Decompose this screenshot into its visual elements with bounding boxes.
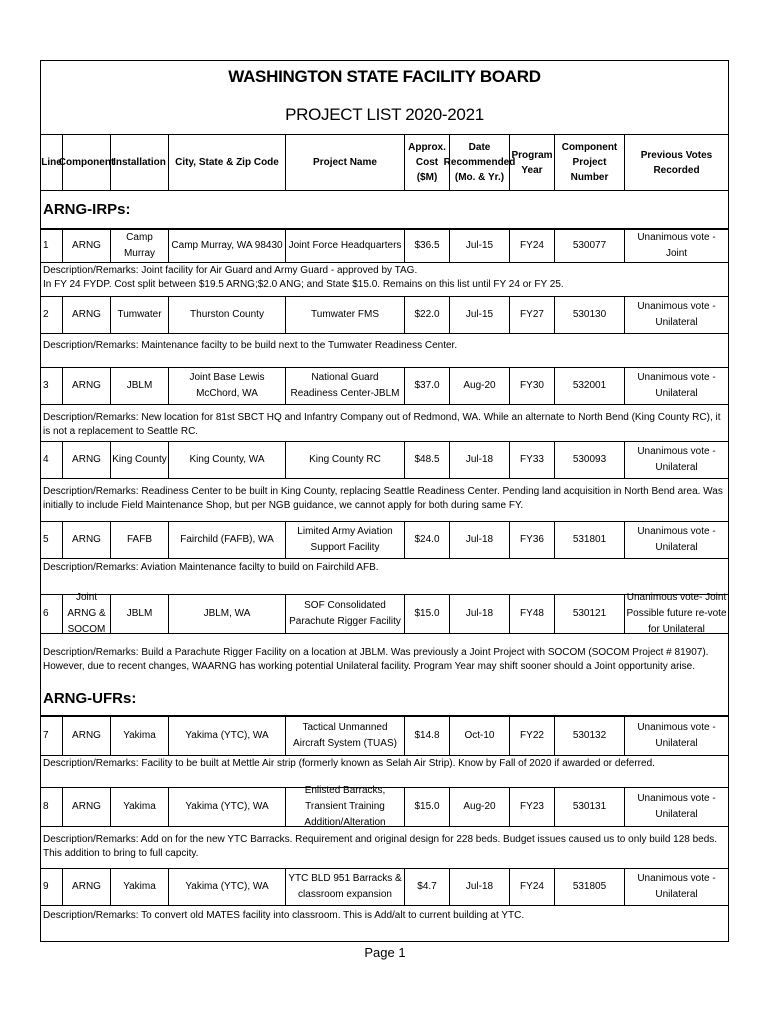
cell-component: Joint ARNG & SOCOM (62, 595, 110, 633)
cell-installation: JBLM (110, 595, 168, 633)
cell-installation: Tumwater (110, 297, 168, 333)
table-row (41, 716, 728, 756)
header-project: Project Name (285, 135, 404, 190)
cell-line: 9 (43, 881, 49, 892)
row-description: Description/Remarks: Maintenance facilty to be build next to the Tumwater Readiness Center. (43, 340, 458, 351)
cell-component: ARNG (62, 230, 110, 262)
cell-project: YTC BLD 951 Barracks & classroom expansion (285, 869, 404, 905)
cell-cost: $15.0 (404, 788, 449, 826)
cell-city: Fairchild (FAFB), WA (168, 522, 285, 558)
table-row (41, 787, 728, 827)
cell-installation: King County (110, 442, 168, 478)
cell-year: FY36 (509, 522, 554, 558)
cell-cost: $4.7 (404, 869, 449, 905)
header-installation: Installation (110, 135, 168, 190)
page-number: Page 1 (364, 945, 406, 960)
cell-year: FY27 (509, 297, 554, 333)
cell-cost: $14.8 (404, 717, 449, 755)
cell-date: Jul-15 (449, 297, 509, 333)
cell-city: Joint Base Lewis McChord, WA (168, 368, 285, 404)
cell-date: Jul-15 (449, 230, 509, 262)
cell-city: JBLM, WA (168, 595, 285, 633)
cell-number: 532001 (554, 368, 624, 404)
row-description: Description/Remarks: Add on for the new YTC Barracks. Requirement and original design for 228 beds. Budget issues caused us to only build 128 beds. This addition to bring to full capcity. (43, 834, 718, 859)
header-component: Component (62, 135, 110, 190)
cell-year: FY24 (509, 230, 554, 262)
table-row (41, 521, 728, 559)
cell-cost: $22.0 (404, 297, 449, 333)
cell-year: FY33 (509, 442, 554, 478)
row-description: Description/Remarks: Joint facility for Air Guard and Army Guard - approved by TAG. In FY 24 FYDP. Cost split between $19.5 ARNG;$2.0 ANG; and State $15.0. Remains on this list until FY 24 or FY 25. (43, 265, 564, 290)
cell-line: 4 (43, 454, 49, 465)
table-row (41, 367, 728, 405)
cell-project: Joint Force Headquarters (285, 230, 404, 262)
cell-votes: Unanimous vote - Unilateral (624, 869, 728, 905)
cell-city: Yakima (YTC), WA (168, 788, 285, 826)
cell-line: 5 (43, 534, 49, 545)
cell-votes: Unanimous vote - Unilateral (624, 717, 728, 755)
cell-project: National Guard Readiness Center-JBLM (285, 368, 404, 404)
cell-cost: $36.5 (404, 230, 449, 262)
header-city: City, State & Zip Code (168, 135, 285, 190)
project-list-sheet (40, 60, 729, 942)
header-number: Component Project Number (554, 135, 624, 190)
cell-line: 7 (43, 730, 49, 741)
header-line: Line (41, 157, 62, 168)
cell-votes: Unanimous vote - Unilateral (624, 368, 728, 404)
board-title: WASHINGTON STATE FACILITY BOARD (228, 67, 541, 86)
cell-project: Limited Army Aviation Support Facility (285, 522, 404, 558)
cell-number: 531805 (554, 869, 624, 905)
cell-component: ARNG (62, 869, 110, 905)
cell-project: SOF Consolidated Parachute Rigger Facility (285, 595, 404, 633)
table-row (41, 441, 728, 479)
cell-line: 8 (43, 801, 49, 812)
cell-votes: Unanimous vote - Unilateral (624, 522, 728, 558)
cell-city: Yakima (YTC), WA (168, 717, 285, 755)
cell-year: FY48 (509, 595, 554, 633)
cell-line: 1 (43, 240, 49, 251)
cell-cost: $24.0 (404, 522, 449, 558)
table-row (41, 594, 728, 634)
cell-installation: Camp Murray (110, 230, 168, 262)
table-header (41, 134, 728, 191)
cell-city: Yakima (YTC), WA (168, 869, 285, 905)
cell-city: Thurston County (168, 297, 285, 333)
cell-component: ARNG (62, 297, 110, 333)
cell-number: 530077 (554, 230, 624, 262)
cell-project: Enlisted Barracks, Transient Training Addition/Alteration (285, 788, 404, 826)
cell-votes: Unanimous vote - Unilateral (624, 297, 728, 333)
row-description: Description/Remarks: Readiness Center to be built in King County, replacing Seattle Readiness Center. Pending land acquisition in North Bend area. Was initially to include Field Maintenance Shop, but per NGB guidance, we cannot apply for both during same FY. (43, 486, 723, 511)
section-ufrs: ARNG-UFRs: (41, 682, 728, 716)
row-description: Description/Remarks: Facility to be built at Mettle Air strip (formerly known as Selah Air Strip). Know by Fall of 2020 if awarded or deferred. (43, 758, 655, 769)
cell-installation: FAFB (110, 522, 168, 558)
cell-city: King County, WA (168, 442, 285, 478)
cell-year: FY24 (509, 869, 554, 905)
cell-number: 530093 (554, 442, 624, 478)
cell-number: 530132 (554, 717, 624, 755)
cell-date: Jul-18 (449, 595, 509, 633)
cell-date: Oct-10 (449, 717, 509, 755)
cell-year: FY30 (509, 368, 554, 404)
row-description: Description/Remarks: Aviation Maintenance facilty to build on Fairchild AFB. (43, 562, 379, 573)
cell-date: Aug-20 (449, 788, 509, 826)
cell-project: Tactical Unmanned Aircraft System (TUAS) (285, 717, 404, 755)
cell-number: 530121 (554, 595, 624, 633)
cell-installation: JBLM (110, 368, 168, 404)
cell-number: 530131 (554, 788, 624, 826)
cell-votes: Unanimous vote - Joint (624, 230, 728, 262)
cell-line: 6 (43, 608, 49, 619)
cell-cost: $37.0 (404, 368, 449, 404)
cell-line: 3 (43, 380, 49, 391)
cell-project: Tumwater FMS (285, 297, 404, 333)
cell-component: ARNG (62, 788, 110, 826)
header-votes: Previous Votes Recorded (624, 135, 728, 190)
header-year: Program Year (509, 135, 554, 190)
cell-year: FY22 (509, 717, 554, 755)
cell-line: 2 (43, 309, 49, 320)
list-title: PROJECT LIST 2020-2021 (285, 105, 484, 124)
cell-installation: Yakima (110, 869, 168, 905)
cell-votes: Unanimous vote - Unilateral (624, 442, 728, 478)
cell-votes: Unanimous vote- Joint Possible future re-vote for Unilateral (624, 595, 728, 633)
cell-cost: $48.5 (404, 442, 449, 478)
table-row (41, 868, 728, 906)
cell-date: Jul-18 (449, 442, 509, 478)
cell-component: ARNG (62, 522, 110, 558)
cell-component: ARNG (62, 717, 110, 755)
row-description: Description/Remarks: New location for 81st SBCT HQ and Infantry Company out of Redmond, WA. While an alternate to North Bend (King County RC), it is not a replacement to Seattle RC. (43, 412, 721, 437)
header-date: Date Recommended (Mo. & Yr.) (449, 135, 509, 190)
row-description: Description/Remarks: To convert old MATES facility into classroom. This is Add/alt to current building at YTC. (43, 910, 525, 921)
table-row (41, 229, 728, 263)
table-row (41, 296, 728, 334)
section-irps: ARNG-IRPs: (41, 191, 728, 229)
cell-votes: Unanimous vote - Unilateral (624, 788, 728, 826)
cell-date: Jul-18 (449, 522, 509, 558)
cell-city: Camp Murray, WA 98430 (168, 230, 285, 262)
cell-year: FY23 (509, 788, 554, 826)
cell-number: 530130 (554, 297, 624, 333)
cell-date: Aug-20 (449, 368, 509, 404)
cell-date: Jul-18 (449, 869, 509, 905)
header-cost: Approx. Cost ($M) (404, 135, 449, 190)
cell-installation: Yakima (110, 717, 168, 755)
cell-component: ARNG (62, 368, 110, 404)
cell-component: ARNG (62, 442, 110, 478)
row-description: Description/Remarks: Build a Parachute Rigger Facility on a location at JBLM. Was previously a Joint Project with SOCOM (SOCOM Project # 81907). However, due to recent changes, WAARNG has working potential Unilateral facility. Program Year may shift sooner should a Joint opportunity arise. (43, 647, 709, 672)
cell-project: King County RC (285, 442, 404, 478)
cell-cost: $15.0 (404, 595, 449, 633)
cell-installation: Yakima (110, 788, 168, 826)
cell-number: 531801 (554, 522, 624, 558)
